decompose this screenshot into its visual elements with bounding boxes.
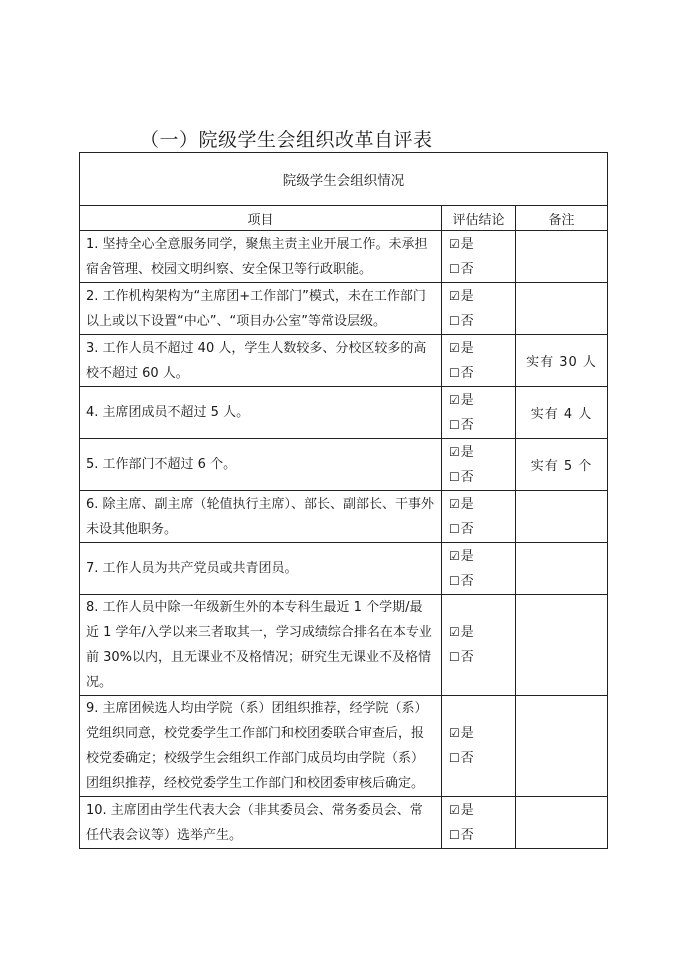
checkbox-unchecked-icon[interactable]: ☐	[449, 650, 460, 664]
option-yes[interactable]	[449, 232, 515, 257]
option-yes-label: 是	[460, 802, 474, 818]
checkbox-checked-icon[interactable]: ☑	[449, 288, 460, 303]
row-note	[516, 797, 608, 849]
option-yes-label: 是	[460, 340, 474, 356]
checkbox-checked-icon[interactable]: ☑	[449, 340, 460, 355]
row-note	[516, 231, 608, 283]
option-yes-label: 是	[460, 236, 474, 252]
row-eval	[442, 696, 516, 797]
table-row	[80, 387, 608, 439]
row-eval	[442, 283, 516, 335]
section-header-row	[80, 153, 608, 206]
option-no[interactable]	[449, 746, 515, 771]
row-eval	[442, 335, 516, 387]
row-eval	[442, 543, 516, 595]
row-eval	[442, 491, 516, 543]
option-no[interactable]	[449, 569, 515, 594]
option-yes-label: 是	[460, 288, 474, 304]
option-no-label: 否	[460, 417, 474, 433]
row-note: 实有 4 人	[516, 387, 608, 439]
self-evaluation-table	[79, 152, 608, 849]
row-note	[516, 283, 608, 335]
option-no-label: 否	[460, 313, 474, 329]
option-no[interactable]	[449, 645, 515, 670]
option-yes[interactable]	[449, 388, 515, 413]
option-yes[interactable]	[449, 620, 515, 645]
table-row	[80, 491, 608, 543]
row-note: 实有 5 个	[516, 439, 608, 491]
row-item-text: 9. 主席团候选人均由学院（系）团组织推荐，经学院（系）党组织同意，校党委学生工作部门和校团委联合审查后，报校党委确定；校级学生会组织工作部门成员均由学院（系）团组织推荐，经校党委学生工作部门和校团委审核后确定。	[80, 696, 442, 797]
checkbox-unchecked-icon[interactable]: ☐	[449, 313, 460, 328]
table-row	[80, 797, 608, 849]
checkbox-checked-icon[interactable]: ☑	[449, 625, 460, 639]
checkbox-unchecked-icon[interactable]: ☐	[449, 469, 460, 484]
table-row	[80, 231, 608, 283]
row-item-text: 2. 工作机构架构为“主席团+工作部门”模式，未在工作部门以上或以下设置“中心”、“项目办公室”等常设层级。	[80, 283, 442, 335]
option-no[interactable]	[449, 309, 515, 334]
checkbox-checked-icon[interactable]: ☑	[449, 392, 460, 407]
row-item-text: 10. 主席团由学生代表大会（非其委员会、常务委员会、常任代表会议等）选举产生。	[80, 797, 442, 849]
option-yes[interactable]	[449, 492, 515, 517]
option-yes-label: 是	[460, 548, 474, 564]
row-note	[516, 696, 608, 797]
option-yes[interactable]	[449, 284, 515, 309]
checkbox-unchecked-icon[interactable]: ☐	[449, 751, 460, 765]
row-note: 实有 30 人	[516, 335, 608, 387]
option-no-label: 否	[460, 469, 474, 485]
row-note	[516, 491, 608, 543]
option-no-label: 否	[460, 650, 474, 665]
checkbox-checked-icon[interactable]: ☑	[449, 236, 460, 251]
checkbox-unchecked-icon[interactable]: ☐	[449, 827, 460, 842]
option-no[interactable]	[449, 413, 515, 438]
column-header-eval: 评估结论	[442, 206, 516, 231]
option-yes[interactable]	[449, 798, 515, 823]
option-yes-label: 是	[460, 392, 474, 408]
row-eval	[442, 595, 516, 696]
option-no[interactable]	[449, 465, 515, 490]
row-item-text: 8. 工作人员中除一年级新生外的本专科生最近 1 个学期/最近 1 学年/入学以来三者取其一，学习成绩综合排名在本专业前 30%以内，且无课业不及格情况；研究生无课业不及格情况。	[80, 595, 442, 696]
document-title: （一）院级学生会组织改革自评表	[140, 129, 433, 151]
option-yes[interactable]	[449, 544, 515, 569]
option-yes[interactable]	[449, 721, 515, 746]
option-no-label: 否	[460, 365, 474, 381]
option-no-label: 否	[460, 521, 474, 537]
option-no-label: 否	[460, 751, 474, 766]
row-item-text: 1. 坚持全心全意服务同学，聚焦主责主业开展工作。未承担宿舍管理、校园文明纠察、安全保卫等行政职能。	[80, 231, 442, 283]
checkbox-unchecked-icon[interactable]: ☐	[449, 417, 460, 432]
column-header-row	[80, 206, 608, 231]
section-header: 院级学生会组织情况	[80, 153, 608, 206]
table-row	[80, 335, 608, 387]
table-row	[80, 283, 608, 335]
option-yes-label: 是	[460, 496, 474, 512]
table-row	[80, 595, 608, 696]
checkbox-checked-icon[interactable]: ☑	[449, 496, 460, 511]
checkbox-unchecked-icon[interactable]: ☐	[449, 573, 460, 588]
option-no[interactable]	[449, 823, 515, 848]
row-eval	[442, 439, 516, 491]
row-item-text: 5. 工作部门不超过 6 个。	[80, 439, 442, 491]
option-yes-label: 是	[460, 444, 474, 460]
option-yes[interactable]	[449, 440, 515, 465]
checkbox-checked-icon[interactable]: ☑	[449, 444, 460, 459]
checkbox-unchecked-icon[interactable]: ☐	[449, 261, 460, 276]
row-item-text: 6. 除主席、副主席（轮值执行主席）、部长、副部长、干事外未设其他职务。	[80, 491, 442, 543]
row-eval	[442, 797, 516, 849]
column-header-item: 项目	[80, 206, 442, 231]
checkbox-checked-icon[interactable]: ☑	[449, 802, 460, 817]
row-item-text: 7. 工作人员为共产党员或共青团员。	[80, 543, 442, 595]
option-yes-label: 是	[460, 726, 474, 741]
row-item-text: 4. 主席团成员不超过 5 人。	[80, 387, 442, 439]
option-no-label: 否	[460, 827, 474, 843]
row-eval	[442, 387, 516, 439]
option-yes-label: 是	[460, 625, 474, 640]
checkbox-checked-icon[interactable]: ☑	[449, 548, 460, 563]
option-yes[interactable]	[449, 336, 515, 361]
option-no[interactable]	[449, 517, 515, 542]
row-note	[516, 595, 608, 696]
row-eval	[442, 231, 516, 283]
row-note	[516, 543, 608, 595]
table-row	[80, 696, 608, 797]
checkbox-checked-icon[interactable]: ☑	[449, 726, 460, 740]
option-no[interactable]	[449, 257, 515, 282]
checkbox-unchecked-icon[interactable]: ☐	[449, 365, 460, 380]
table-row	[80, 543, 608, 595]
row-item-text: 3. 工作人员不超过 40 人，学生人数较多、分校区较多的高校不超过 60 人。	[80, 335, 442, 387]
option-no[interactable]	[449, 361, 515, 386]
option-no-label: 否	[460, 573, 474, 589]
column-header-note: 备注	[516, 206, 608, 231]
checkbox-unchecked-icon[interactable]: ☐	[449, 521, 460, 536]
table-row	[80, 439, 608, 491]
option-no-label: 否	[460, 261, 474, 277]
